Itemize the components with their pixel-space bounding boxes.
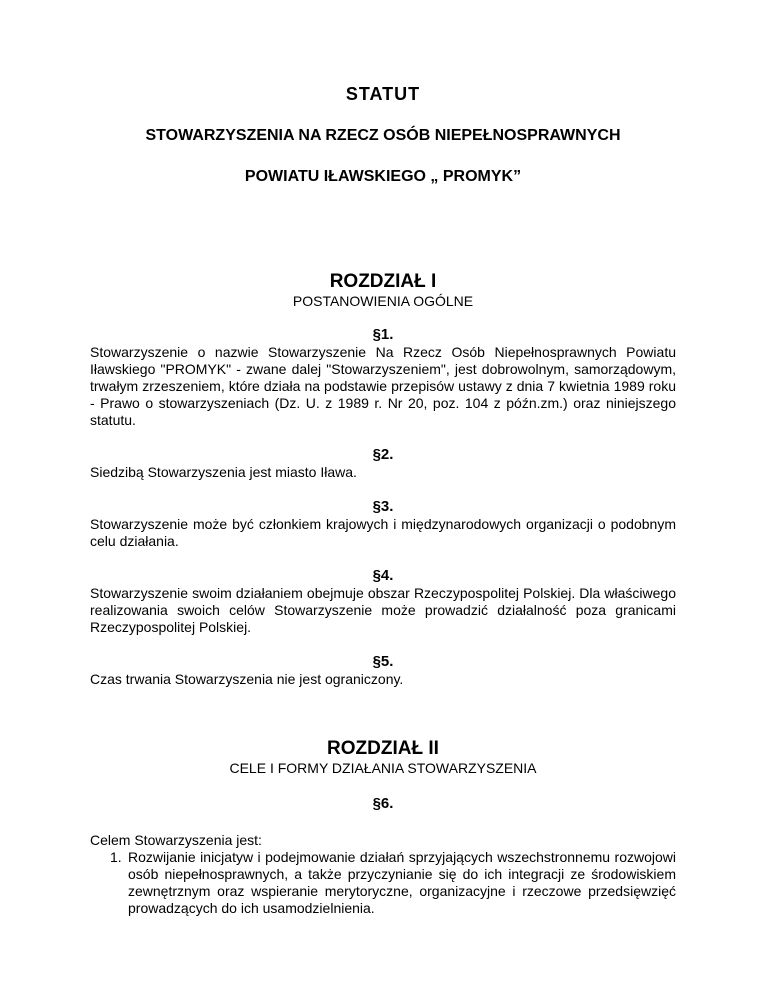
section-6-number: §6.	[372, 795, 394, 812]
list-item-text: Rozwijanie inicjatyw i podejmowanie działań sprzyjających wszechstronnemu rozwojowi osób niepełnosprawnych, a także przyczynianie się do ich integracji ze środowiskiem zewnętrznym oraz wspieranie merytoryczne, organizacyjne i rzeczowe przedsięwzięć prowadzących do ich usamodzielnienia.	[128, 849, 676, 916]
chapter2-subtitle: CELE I FORMY DZIAŁANIA STOWARZYSZENIA	[229, 760, 537, 776]
section-3-text: Stowarzyszenie może być członkiem krajowych i międzynarodowych organizacji o podobnym celu działania.	[90, 516, 676, 549]
section-4-text: Stowarzyszenie swoim działaniem obejmuje obszar Rzeczypospolitej Polskiej. Dla właściwego realizowania swoich celów Stowarzyszenie może prowadzić działalność poza granicami Rzeczypospolitej Polskiej.	[90, 585, 676, 635]
chapter1-subtitle: POSTANOWIENIA OGÓLNE	[292, 293, 474, 309]
section-3-number: §3.	[372, 498, 394, 515]
section-5-text: Czas trwania Stowarzyszenia nie jest ograniczony.	[90, 671, 404, 687]
document-title: STATUT	[345, 84, 421, 104]
section-5-number: §5.	[372, 653, 394, 670]
section-1-text: Stowarzyszenie o nazwie Stowarzyszenie Na Rzecz Osób Niepełnosprawnych Powiatu Iławskiego "PROMYK" - zwane dalej "Stowarzyszeniem", jest dobrowolnym, samorządowym, trwałym zrzeszeniem, które działa na podstawie przepisów ustawy z dnia 7 kwietnia 1989 roku - Prawo o stowarzyszeniach (Dz. U. z 1989 r. Nr 20, poz. 104 z późn.zm.) oraz niniejszego statutu.	[90, 344, 676, 428]
list-item-number: 1.	[110, 849, 122, 865]
list-item	[90, 849, 676, 917]
document-subtitle-line2: POWIATU IŁAWSKIEGO „ PROMYK”	[244, 168, 522, 185]
section-2-number: §2.	[372, 446, 394, 463]
section-1-number: §1.	[372, 326, 394, 343]
chapter2-title: ROZDZIAŁ II	[327, 738, 439, 759]
section-4-number: §4.	[372, 567, 394, 584]
document-content	[90, 84, 676, 917]
section-6-intro: Celem Stowarzyszenia jest:	[90, 832, 262, 848]
section-2-text: Siedzibą Stowarzyszenia jest miasto Iława.	[90, 464, 357, 480]
document-subtitle-line1: STOWARZYSZENIA NA RZECZ OSÓB NIEPEŁNOSPRAWNYCH	[145, 127, 621, 144]
chapter1-title: ROZDZIAŁ I	[329, 271, 437, 292]
section-6-list	[90, 849, 676, 917]
